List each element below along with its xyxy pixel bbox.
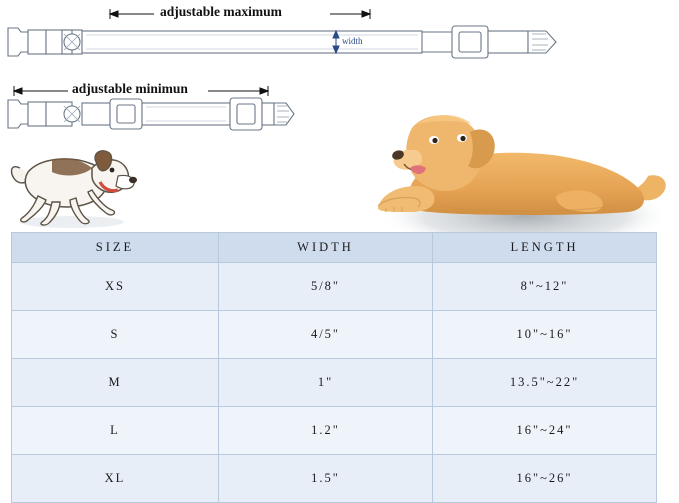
cell-length: 16"~26": [433, 455, 657, 503]
table-row: [12, 263, 657, 311]
cell-width: 4/5": [219, 311, 433, 359]
adjustable-maximum-label: adjustable maximum: [160, 4, 282, 19]
width-label: width: [342, 36, 363, 46]
running-dog-illustration: [12, 151, 138, 228]
cell-size: XS: [12, 263, 219, 311]
cell-width: 1.5": [219, 455, 433, 503]
table-row: [12, 455, 657, 503]
cell-width: 1": [219, 359, 433, 407]
cell-width: 1.2": [219, 407, 433, 455]
table-row: [12, 407, 657, 455]
cell-length: 13.5"~22": [433, 359, 657, 407]
cell-length: 10"~16": [433, 311, 657, 359]
cell-size: L: [12, 407, 219, 455]
cell-length: 8"~12": [433, 263, 657, 311]
cell-size: XL: [12, 455, 219, 503]
table-row: [12, 359, 657, 407]
cell-size: S: [12, 311, 219, 359]
table-header-row: [12, 233, 657, 263]
header-length: LENGTH: [433, 233, 657, 263]
collar-adjustable-minimum-illustration: [8, 98, 294, 130]
lying-golden-retriever-illustration: [378, 115, 671, 250]
cell-width: 5/8": [219, 263, 433, 311]
cell-size: M: [12, 359, 219, 407]
adjustable-minimum-label: adjustable minimun: [72, 81, 188, 96]
header-width: WIDTH: [219, 233, 433, 263]
table-row: [12, 311, 657, 359]
size-chart-table: [11, 232, 657, 503]
header-size: SIZE: [12, 233, 219, 263]
collar-adjustable-maximum-illustration: [8, 26, 556, 58]
cell-length: 16"~24": [433, 407, 657, 455]
